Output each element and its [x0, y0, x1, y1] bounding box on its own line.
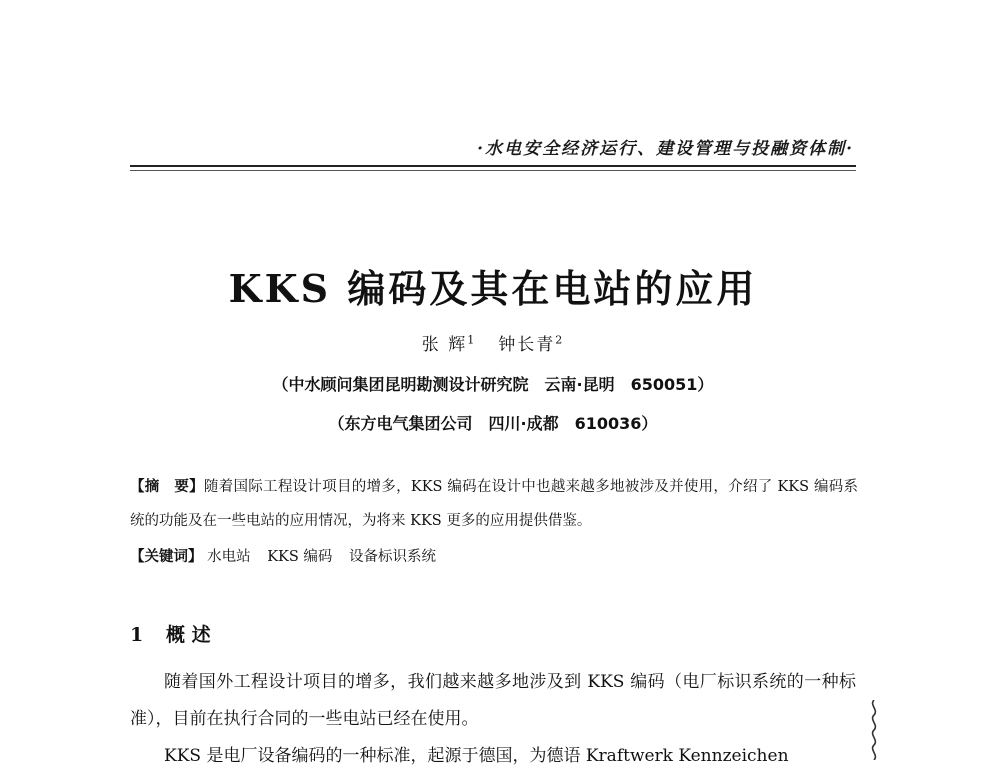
affiliation-1: （中水顾问集团昆明勘测设计研究院 云南·昆明 650051） — [272, 375, 714, 394]
author-name-1: 张 辉 — [421, 335, 468, 355]
keywords-label: 【关键词】 — [130, 549, 203, 565]
margin-squiggle-mark — [868, 700, 880, 760]
abstract-text: 随着国际工程设计项目的增多，KKS 编码在设计中也越来越多地被涉及并使用，介绍了 KKS 编码系统的功能及在一些电站的应用情况，为将来 KKS 更多的应用提供借鉴。 — [130, 479, 859, 529]
keyword-3: 设备标识系统 — [349, 549, 437, 565]
section-heading — [130, 620, 211, 647]
keyword-2: KKS 编码 — [267, 549, 333, 565]
keyword-1: 水电站 — [207, 549, 251, 565]
header-rule-thin — [130, 170, 856, 171]
abstract-label: 【摘 要】 — [130, 479, 204, 495]
author-name-2: 钟长青 — [498, 335, 556, 355]
affiliation-2: （东方电气集团公司 四川·成都 610036） — [328, 414, 658, 433]
abstract — [130, 470, 858, 538]
section-title: 概 述 — [166, 624, 211, 646]
author-affil-mark-1: 1 — [467, 333, 477, 347]
header-rule-thick — [130, 165, 856, 167]
body-paragraph-1: 随着国外工程设计项目的增多，我们越来越多地涉及到 KKS 编码（电厂标识系统的一种标准），目前在执行合同的一些电站已经在使用。 — [130, 672, 856, 729]
section-number: 1 — [130, 624, 144, 646]
keywords — [130, 540, 436, 574]
article-title: KKS 编码及其在电站的应用 — [228, 266, 758, 311]
author-line — [130, 330, 856, 355]
author-affil-mark-2: 2 — [555, 333, 565, 347]
running-header: ·水电安全经济运行、建设管理与投融资体制· — [477, 139, 854, 159]
body-paragraph-2: KKS 是电厂设备编码的一种标准，起源于德国，为德语 Kraftwerk Kennzeichen — [164, 746, 789, 766]
